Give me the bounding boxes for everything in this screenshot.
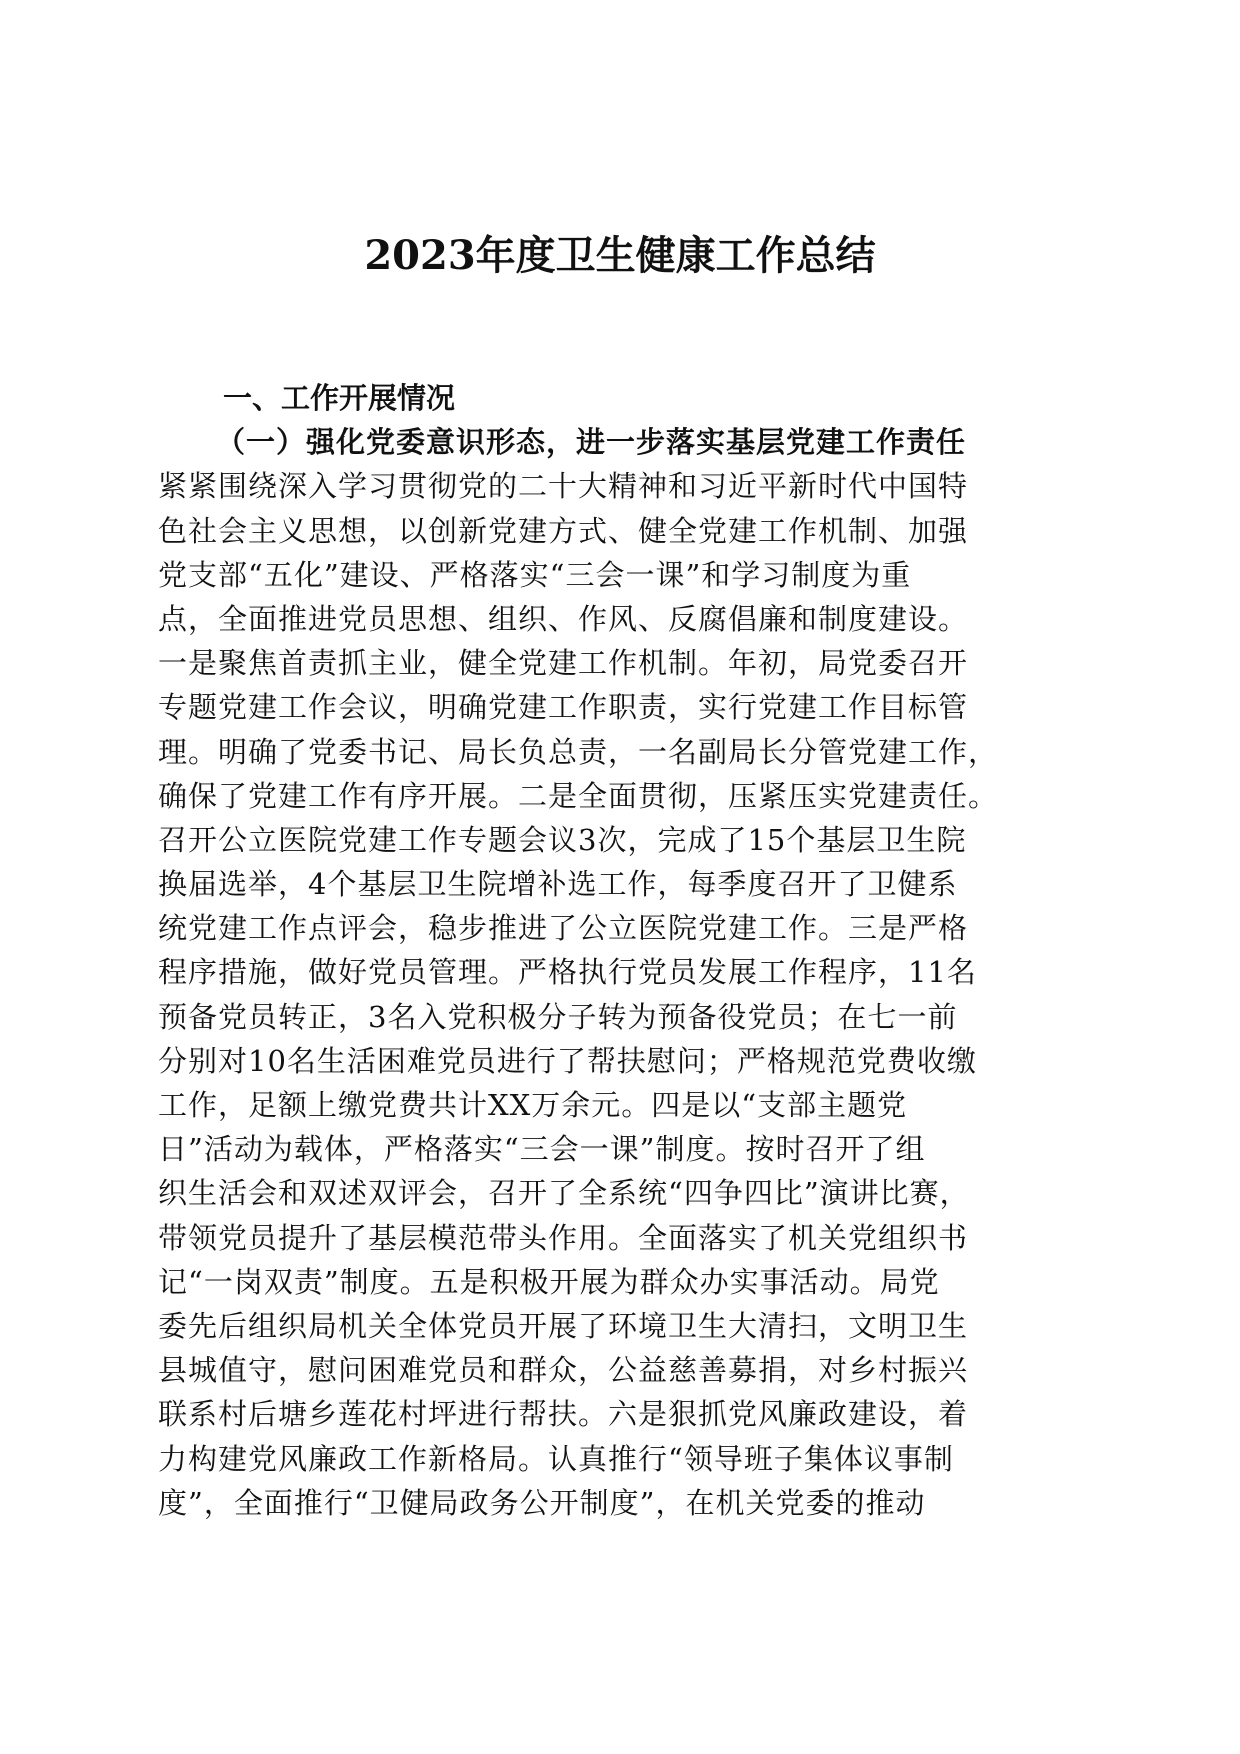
section-heading: 一、工作开展情况 [223, 381, 456, 415]
body-line: 带领党员提升了基层模范带头作用。全面落实了机关党组织书 [158, 1220, 969, 1255]
body-line: 统党建工作点评会，稳步推进了公立医院党建工作。三是严格 [158, 911, 969, 946]
body-line: 力构建党风廉政工作新格局。认真推行“领导班子集体议事制 [158, 1441, 954, 1476]
body-line: 委先后组织局机关全体党员开展了环境卫生大清扫，文明卫生 [158, 1308, 969, 1343]
body-line: 色社会主义思想，以创新党建方式、健全党建工作机制、加强 [158, 513, 969, 548]
body-line: 党支部“五化”建设、严格落实“三会一课”和学习制度为重 [158, 557, 912, 592]
subsection-heading: （一）强化党委意识形态，进一步落实基层党建工作责任 [216, 425, 967, 460]
body-line: 工作，足额上缴党费共计XX万余元。四是以“支部主题党 [158, 1088, 908, 1122]
body-line: 确保了党建工作有序开展。二是全面贯彻，压紧压实党建责任。 [158, 778, 999, 813]
body-line: 分别对10名生活困难党员进行了帮扶慰问；严格规范党费收缴 [158, 1043, 977, 1078]
body-line: 记“一岗双责”制度。五是积极开展为群众办实事活动。局党 [158, 1264, 940, 1299]
body-line: 一是聚焦首责抓主业，健全党建工作机制。年初，局党委召开 [158, 646, 969, 681]
body-line: 点，全面推进党员思想、组织、作风、反腐倡廉和制度建设。 [158, 601, 969, 636]
body-line: 换届选举，4个基层卫生院增补选工作，每季度召开了卫健系 [158, 867, 958, 902]
body-line: 县城值守，慰问困难党员和群众，公益慈善募捐，对乡村振兴 [158, 1353, 969, 1388]
body-line: 日”活动为载体，严格落实“三会一课”制度。按时召开了组 [158, 1132, 926, 1167]
body-line: 度”，全面推行“卫健局政务公开制度”，在机关党委的推动 [158, 1485, 926, 1520]
body-line: 召开公立医院党建工作专题会议3次，完成了15个基层卫生院 [158, 822, 967, 857]
body-line: 联系村后塘乡莲花村坪进行帮扶。六是狠抓党风廉政建设，着 [158, 1397, 969, 1432]
body-line: 理。明确了党委书记、局长负总责，一名副局长分管党建工作， [158, 734, 999, 769]
document-title: 2023年度卫生健康工作总结 [364, 232, 876, 279]
document-body [158, 376, 1078, 1525]
body-line: 紧紧围绕深入学习贯彻党的二十大精神和习近平新时代中国特 [158, 469, 969, 504]
body-line: 专题党建工作会议，明确党建工作职责，实行党建工作目标管 [158, 690, 969, 725]
body-line: 预备党员转正，3名入党积极分子转为预备役党员；在七一前 [158, 999, 958, 1034]
body-line: 程序措施，做好党员管理。严格执行党员发展工作程序，11名 [158, 955, 977, 990]
body-line: 织生活会和双述双评会，召开了全系统“四争四比”演讲比赛， [158, 1176, 970, 1211]
